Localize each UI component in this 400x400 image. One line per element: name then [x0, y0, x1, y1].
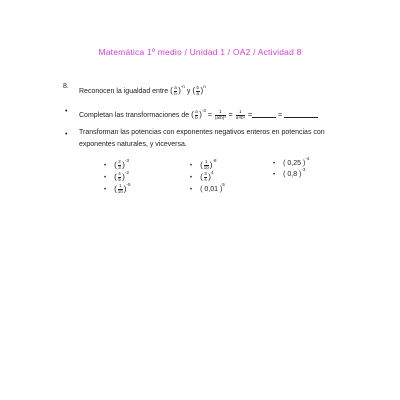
exercise-base: ( 0,01 ) — [200, 186, 223, 193]
bullet-icon: • — [104, 187, 107, 193]
open-paren: ( — [170, 86, 173, 96]
exponent: -n — [180, 84, 185, 89]
item-2-text: Completan las transformaciones de — [79, 112, 190, 119]
exponent: n — [203, 84, 206, 89]
item-1 — [79, 81, 206, 98]
exponent: -3 — [201, 108, 206, 113]
bullet-icon: • — [273, 172, 276, 178]
exponent: -3 — [301, 167, 306, 172]
item-3-line-2: exponentes naturales, y viceversa. — [79, 141, 187, 148]
equals-sign: = — [207, 112, 212, 119]
exercise: • ( $\frac{4}{5}$ )$^{-2}$ — [104, 170, 129, 182]
bullet-icon: • — [273, 161, 276, 167]
close-paren: ) — [199, 110, 202, 120]
bullet-icon: • — [190, 175, 193, 181]
exercise-fraction: $\frac{1}{10}$ — [203, 159, 209, 170]
exponent: -4 — [305, 156, 310, 161]
exponent: -5 — [126, 182, 131, 187]
fraction-step-1: $\frac{1}{\text{(a/b)³}}$ — [214, 109, 226, 120]
item-3-line-1: Transforman las potencias con exponentes negativos enteros en potencias con — [79, 129, 325, 136]
exercise-fraction: $\frac{4}{5}$ — [118, 171, 121, 182]
exercise-fraction: $\frac{2}{3}$ — [118, 159, 121, 170]
bullet-icon: • — [190, 187, 193, 193]
answer-blank[interactable] — [284, 111, 318, 118]
open-paren: ( — [192, 86, 196, 96]
exponent: -2 — [124, 170, 129, 175]
exercise-fraction: $\frac{1}{10}$ — [117, 183, 123, 194]
equals-sign: = — [277, 112, 283, 119]
bullet-icon: • — [104, 175, 107, 181]
exponent: 4 — [210, 170, 214, 175]
equals-sign: = — [247, 112, 253, 119]
exercise — [190, 182, 225, 193]
equals-sign: = — [228, 112, 233, 119]
open-paren: ( — [191, 110, 194, 120]
item-number: 8. — [63, 83, 69, 90]
exercise: • ( $\frac{3}{4}$ )$^4$ — [190, 170, 214, 182]
close-paren: ) — [200, 86, 204, 96]
bullet-icon: • — [65, 108, 68, 115]
exercise: • ( $\frac{1}{10}$ )$^{-8}$ — [190, 158, 217, 170]
exercise — [273, 156, 309, 167]
exercise: • ( $\frac{2}{3}$ )$^{-3}$ — [104, 158, 129, 170]
connector: y — [186, 88, 191, 95]
exponent: -3 — [124, 158, 129, 163]
bullet-icon: • — [65, 131, 68, 138]
exercise — [273, 167, 305, 178]
close-paren: ) — [178, 86, 181, 96]
answer-blank[interactable] — [252, 111, 276, 118]
title-text: Matemática 1º medio / Unidad 1 / OA2 / Actividad 8 — [98, 47, 302, 57]
fraction-b-over-a: $\frac{b}{a}$ — [196, 85, 200, 96]
fraction-a-over-b: $\frac{a}{b}$ — [174, 85, 177, 96]
bullet-icon: • — [190, 163, 193, 169]
exercise-fraction: $\frac{3}{4}$ — [204, 171, 207, 182]
exercise: • ( $\frac{1}{10}$ )$^{-5}$ — [104, 182, 131, 194]
exponent: 5 — [222, 182, 225, 187]
item-2 — [79, 105, 318, 122]
fraction-a-over-b: $\frac{a}{b}$ — [195, 109, 198, 120]
exponent: -8 — [212, 158, 217, 163]
exercise-base: ( 0,8 ) — [283, 171, 302, 178]
page-title — [0, 47, 400, 57]
exercise-base: ( 0,25 ) — [283, 160, 306, 167]
item-1-text: Reconocen la igualdad entre — [79, 88, 169, 95]
fraction-step-2: $\frac{1}{\text{a³/b³}}$ — [235, 109, 245, 120]
bullet-icon: • — [104, 163, 107, 169]
